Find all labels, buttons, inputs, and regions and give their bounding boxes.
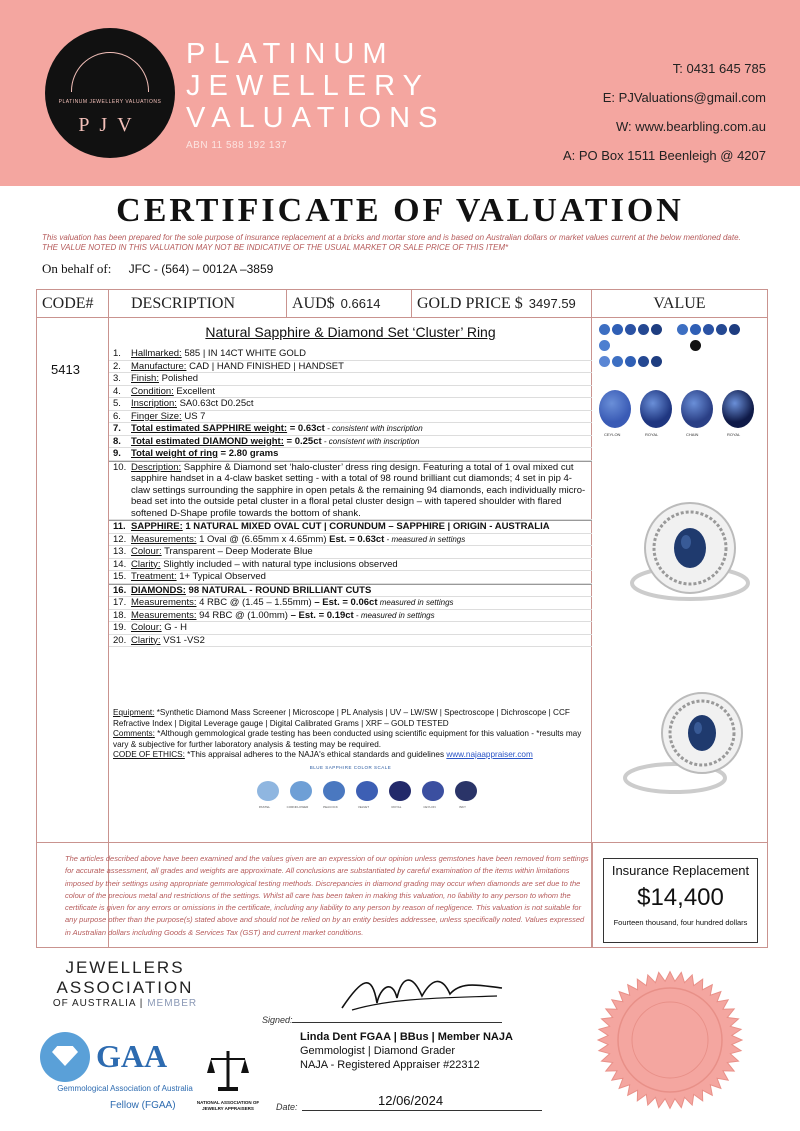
sapphire-chart-row-2 bbox=[599, 340, 701, 351]
item-number: 18. bbox=[113, 609, 127, 621]
item-row bbox=[109, 571, 592, 584]
item-label: Manufacture: bbox=[131, 360, 187, 372]
item-text bbox=[131, 436, 592, 448]
item-value: 4 RBC @ (1.45 – 1.55mm) bbox=[196, 597, 315, 608]
item-label: Description: bbox=[131, 461, 182, 473]
sapphire-chart-dot bbox=[716, 324, 727, 335]
ethics-label: CODE OF ETHICS: bbox=[113, 750, 185, 759]
item-value: G - H bbox=[161, 622, 187, 633]
logo-monogram: PJV bbox=[78, 114, 142, 136]
item-row bbox=[109, 520, 592, 534]
signer-block bbox=[300, 1030, 513, 1072]
website: W: www.bearbling.com.au bbox=[615, 119, 766, 134]
item-value: = 0.25ct bbox=[283, 435, 322, 447]
insurance-cell bbox=[592, 842, 767, 947]
item-text bbox=[131, 462, 592, 520]
color-swatch-label: CORNFLOWER bbox=[286, 805, 309, 809]
item-number: 16. bbox=[113, 584, 127, 596]
item-row bbox=[109, 461, 592, 521]
item-value: 98 NATURAL - ROUND BRILLIANT CUTS bbox=[185, 584, 372, 596]
insurance-label: Insurance Replacement bbox=[611, 863, 750, 878]
item-text bbox=[131, 423, 592, 435]
item-text bbox=[131, 622, 592, 634]
item-row bbox=[109, 534, 592, 547]
item-row bbox=[109, 610, 592, 623]
jaa-country: OF AUSTRALIA bbox=[52, 998, 137, 1009]
item-row bbox=[109, 348, 592, 361]
item-note: - measured in settings bbox=[353, 610, 435, 620]
item-row bbox=[109, 622, 592, 635]
item-label: Total estimated DIAMOND weight: bbox=[131, 435, 284, 447]
item-text bbox=[131, 411, 592, 423]
item-text bbox=[131, 361, 592, 373]
item-code: 5413 bbox=[51, 362, 80, 377]
sapphire-comparison-gem bbox=[681, 390, 713, 428]
item-value: CAD | HAND FINISHED | HANDSET bbox=[186, 360, 344, 372]
item-text bbox=[131, 571, 592, 583]
jaa-logo bbox=[40, 958, 210, 1009]
item-number: 9. bbox=[113, 448, 121, 459]
abn: ABN 11 588 192 137 bbox=[186, 140, 288, 151]
item-label: Measurements: bbox=[131, 533, 197, 545]
color-swatch-label: ROYAL bbox=[391, 805, 402, 809]
sapphire-chart-dot bbox=[612, 340, 623, 351]
sapphire-chart-dot bbox=[664, 340, 675, 351]
item-row bbox=[109, 423, 592, 436]
brand-line-1: PLATINUM bbox=[186, 38, 395, 70]
brand-line-2: JEWELLERY bbox=[186, 70, 430, 102]
gaa-text: GAA bbox=[96, 1038, 168, 1074]
item-label: Clarity: bbox=[131, 634, 161, 646]
certificate-title: CERTIFICATE OF VALUATION bbox=[116, 192, 684, 229]
item-estimate: – Est. = 0.06ct bbox=[314, 597, 378, 608]
aud-value: 0.6614 bbox=[340, 296, 381, 311]
color-scale-stones bbox=[257, 781, 477, 801]
item-number: 19. bbox=[113, 622, 127, 633]
item-row bbox=[109, 635, 592, 648]
on-behalf-of bbox=[42, 261, 273, 277]
sapphire-chart-dot bbox=[625, 324, 636, 335]
item-text bbox=[131, 348, 592, 360]
gem-label: ROYAL bbox=[727, 432, 741, 437]
scales-icon bbox=[203, 1045, 253, 1095]
footnote-text: The articles described above have been examined and the values given are an expression of our opinion unless gemstones have been removed from settings for accurate assessment, all grades and weights are approximate. All conclusions are substantiated by careful examination of the items within limitations imposed by their settings using appropriate gemmological testing methods. Discrepancies in diamond grading may occur when diamonds are set due to the colour of the precious metal and restrictions of the settings. Whilst all care has been taken in making this valuation, no liability to any person to whom the certificate is given for any errors or omissions in the certificate, including any liability to any person by reason of negligence. This valuation is not suitable for any purpose other than the purpose(s) stated above and should not be relied on by an entity besides addressee, unless specifically noted. Values expressed in Australian dollars including Goods & Services Tax (GST) and current market conditions. bbox=[65, 854, 589, 937]
description-header: DESCRIPTION bbox=[109, 290, 287, 318]
gaa-fellow: Fellow (FGAA) bbox=[110, 1100, 176, 1111]
item-text bbox=[131, 521, 592, 533]
item-note: - consistent with inscription bbox=[324, 424, 423, 433]
item-label: Colour: bbox=[131, 546, 162, 557]
gem-label: CHAIN bbox=[686, 432, 699, 437]
item-label: Treatment: bbox=[131, 571, 177, 582]
date-line bbox=[302, 1110, 542, 1111]
item-value: 1+ Typical Observed bbox=[176, 571, 266, 582]
item-value: 1 Oval @ (6.65mm x 4.65mm) bbox=[196, 533, 330, 545]
color-scale-caption: BLUE SAPPHIRE COLOR SCALE bbox=[309, 765, 392, 770]
sapphire-chart-dot bbox=[599, 324, 610, 335]
item-text bbox=[131, 534, 592, 546]
sapphire-chart-dot bbox=[729, 324, 740, 335]
sapphire-chart-dot bbox=[690, 324, 701, 335]
code-column bbox=[37, 318, 109, 842]
jaa-line-3: OF AUSTRALIA | MEMBER bbox=[52, 998, 198, 1009]
item-text bbox=[131, 398, 592, 410]
naja-logo bbox=[188, 1045, 268, 1112]
item-value: Transparent – Deep Moderate Blue bbox=[161, 546, 313, 557]
item-number: 11. bbox=[113, 521, 126, 532]
item-row bbox=[109, 559, 592, 572]
color-swatch-label: INKY bbox=[458, 805, 466, 809]
item-number: 17. bbox=[113, 597, 127, 608]
item-row bbox=[109, 448, 592, 461]
item-text bbox=[131, 386, 592, 398]
item-number: 2. bbox=[113, 360, 121, 372]
sapphire-chart-dot bbox=[638, 324, 649, 335]
item-label: Total weight of ring bbox=[131, 448, 218, 459]
sapphire-comparison-gem bbox=[599, 390, 631, 428]
gaa-diamond-icon bbox=[40, 1032, 90, 1082]
item-row bbox=[109, 373, 592, 386]
pjv-logo bbox=[45, 28, 175, 158]
sapphire-chart-dot bbox=[638, 340, 649, 351]
sapphire-chart-dot bbox=[651, 356, 662, 367]
behalf-reference: JFC - (564) – 0012A –3859 bbox=[128, 262, 274, 276]
brand-line-3: VALUATIONS bbox=[186, 102, 446, 134]
sapphire-chart-dot bbox=[638, 356, 649, 367]
signer-registration: NAJA - Registered Appraiser #22312 bbox=[300, 1059, 480, 1071]
item-list bbox=[109, 348, 592, 647]
item-row bbox=[109, 584, 592, 598]
color-scale-labels bbox=[249, 805, 478, 809]
color-swatch-gem bbox=[455, 781, 477, 801]
item-value: Sapphire & Diamond set ‘halo-cluster’ dress ring design. Featuring a total of 1 oval mixed cut sapphire handset in a 4-claw basket setting - with a total of 98 round brilliant cut diamonds; 4 set in pip 4-claw settings surrounding the sapphire in open petals & the remaining 94 diamonds, each individually micro-bead set into the outside petal cluster in a floral petal cluster design – with tapered shoulder with flared softened D-Shape profile towards the bottom of shank. bbox=[131, 461, 586, 519]
sapphire-chart-row-1 bbox=[599, 324, 740, 335]
item-value: = 2.80 grams bbox=[217, 448, 279, 459]
item-value: Slightly included – with natural type inclusions observed bbox=[160, 558, 398, 570]
comments-line bbox=[113, 729, 588, 750]
color-swatch-label: CEYLON bbox=[423, 805, 436, 809]
sapphire-comparison-gem bbox=[640, 390, 672, 428]
sapphire-chart-row-3 bbox=[599, 356, 662, 367]
item-value: Polished bbox=[158, 373, 199, 384]
item-value: = 0.63ct bbox=[287, 423, 325, 434]
gaa-subtitle: Gemmological Association of Australia bbox=[57, 1084, 193, 1093]
disclaimer-line-2: THE VALUE NOTED IN THIS VALUATION MAY NOT BE INDICATIVE OF THE USUAL MARKET OR SALE PRICE OF THIS ITEM* bbox=[42, 243, 509, 252]
item-number: 14. bbox=[113, 558, 127, 570]
ethics-line bbox=[113, 750, 588, 761]
equipment-block bbox=[109, 708, 592, 761]
item-label: Finger Size: bbox=[131, 410, 182, 422]
item-value: Excellent bbox=[173, 385, 215, 397]
gem-label: ROYAL bbox=[645, 432, 659, 437]
color-swatch-gem bbox=[389, 781, 411, 801]
item-row bbox=[109, 546, 592, 559]
item-label: Clarity: bbox=[131, 558, 161, 570]
aud-label: AUD$ bbox=[292, 295, 335, 312]
equipment-line bbox=[113, 708, 588, 729]
signer-name: Linda Dent FGAA | BBus | Member NAJA bbox=[300, 1031, 513, 1043]
sapphire-chart-dot bbox=[690, 340, 701, 351]
color-swatch-gem bbox=[290, 781, 312, 801]
sapphire-chart-dot bbox=[612, 356, 623, 367]
item-value: SA0.63ct D0.25ct bbox=[176, 398, 254, 409]
value-header: VALUE bbox=[592, 290, 767, 318]
item-number: 12. bbox=[113, 533, 127, 545]
item-row bbox=[109, 361, 592, 374]
item-text bbox=[131, 610, 592, 622]
footnote-cell bbox=[65, 842, 592, 947]
code-header: CODE# bbox=[37, 290, 109, 318]
sapphire-chart-dot bbox=[677, 340, 688, 351]
item-label: Condition: bbox=[131, 385, 174, 397]
gold-label: GOLD PRICE $ bbox=[417, 295, 523, 312]
signature-image bbox=[332, 968, 512, 1018]
item-note: - consistent with inscription bbox=[321, 436, 420, 446]
sapphire-chart-dot bbox=[651, 340, 662, 351]
item-text bbox=[131, 585, 592, 597]
item-estimate: – Est. = 0.19ct bbox=[290, 609, 354, 621]
item-text bbox=[131, 635, 592, 647]
item-row bbox=[109, 386, 592, 399]
behalf-label: On behalf of: bbox=[42, 261, 112, 276]
item-number: 20. bbox=[113, 634, 127, 646]
item-number: 15. bbox=[113, 571, 127, 582]
logo-arc bbox=[71, 52, 149, 92]
item-number: 4. bbox=[113, 385, 121, 397]
date-value: 12/06/2024 bbox=[378, 1093, 444, 1108]
disclaimer bbox=[42, 233, 772, 253]
item-number: 5. bbox=[113, 398, 121, 409]
jaa-line-1: JEWELLERS bbox=[65, 958, 185, 977]
item-row bbox=[109, 398, 592, 411]
gold-price-header bbox=[412, 290, 592, 318]
item-number: 1. bbox=[113, 348, 121, 359]
item-title: Natural Sapphire & Diamond Set ‘Cluster’ Ring bbox=[205, 324, 496, 340]
item-text bbox=[131, 546, 592, 558]
item-label: DIAMONDS: bbox=[131, 584, 186, 596]
address: A: PO Box 1511 Beenleigh @ 4207 bbox=[562, 148, 766, 163]
company-seal bbox=[565, 960, 775, 1120]
sapphire-chart-dot bbox=[664, 324, 675, 335]
sapphire-chart-dot bbox=[599, 340, 610, 351]
naja-link[interactable]: www.najaappraiser.com bbox=[446, 750, 533, 759]
item-label: Measurements: bbox=[131, 609, 197, 621]
color-swatch-gem bbox=[356, 781, 378, 801]
comments-text: *Although gemmological grade testing has been conducted using scientific equipment for this valuation - *results may vary & subjective for further laboratory analysis & testing may be required. bbox=[113, 729, 582, 749]
sapphire-chart-dot bbox=[625, 356, 636, 367]
item-label: Colour: bbox=[131, 622, 162, 633]
equipment-text: *Synthetic Diamond Mass Screener | Microscope | PL Analysis | UV – LW/SW | Spectroscope | Dichroscope | CCF Refractive Index | Digital Leverage gauge | Digital Calibrated Grams | XRF – GOLD TESTED bbox=[113, 708, 570, 728]
item-value: 585 | IN 14CT WHITE GOLD bbox=[181, 348, 306, 359]
item-row bbox=[109, 411, 592, 424]
item-number: 13. bbox=[113, 546, 127, 557]
item-number: 7. bbox=[113, 423, 121, 434]
item-row bbox=[109, 436, 592, 449]
color-swatch-gem bbox=[422, 781, 444, 801]
item-label: SAPPHIRE: bbox=[131, 521, 183, 532]
gem-label: CEYLON bbox=[604, 432, 621, 437]
gold-value: 3497.59 bbox=[528, 296, 576, 311]
item-value: 1 NATURAL MIXED OVAL CUT | CORUNDUM – SAPPHIRE | ORIGIN - AUSTRALIA bbox=[182, 521, 550, 532]
value-column bbox=[592, 318, 767, 842]
insurance-box bbox=[603, 858, 758, 943]
item-text bbox=[131, 559, 592, 571]
letterhead bbox=[0, 0, 800, 186]
color-swatch-gem bbox=[323, 781, 345, 801]
item-value: VS1 -VS2 bbox=[160, 634, 205, 646]
sapphire-chart-dot bbox=[612, 324, 623, 335]
item-number: 10. bbox=[113, 461, 127, 473]
item-number: 3. bbox=[113, 373, 121, 384]
ring-photo-1 bbox=[620, 488, 760, 628]
logo-ring-text: PLATINUM JEWELLERY VALUATIONS bbox=[58, 99, 162, 105]
item-label: Finish: bbox=[131, 373, 159, 384]
item-number: 8. bbox=[113, 435, 121, 447]
brand-name bbox=[186, 38, 445, 134]
item-estimate: Est. = 0.63ct bbox=[329, 533, 385, 545]
date-label: Date: bbox=[276, 1102, 298, 1112]
color-swatch-gem bbox=[257, 781, 279, 801]
disclaimer-line-1: This valuation has been prepared for the sole purpose of insurance replacement at a bricks and mortar store and is based on Australian dollars or market values current at the below mentioned date. bbox=[42, 233, 741, 242]
equipment-label: Equipment: bbox=[113, 708, 155, 717]
item-note: - measured in settings bbox=[384, 534, 466, 544]
contact-block bbox=[563, 54, 766, 170]
signature-line bbox=[292, 1022, 502, 1023]
ethics-text: *This appraisal adheres to the NAJA's ethical standards and guidelines bbox=[184, 750, 447, 759]
email: E: PJValuations@gmail.com bbox=[602, 90, 766, 105]
description-column bbox=[109, 318, 592, 842]
sapphire-chart-dot bbox=[599, 356, 610, 367]
item-number: 6. bbox=[113, 410, 121, 422]
ring-photo-2 bbox=[620, 678, 760, 818]
signer-title: Gemmologist | Diamond Grader bbox=[300, 1045, 456, 1057]
item-text bbox=[131, 448, 592, 460]
jaa-member: MEMBER bbox=[147, 998, 198, 1009]
item-value: 94 RBC @ (1.00mm) bbox=[196, 609, 291, 621]
sapphire-chart-dot bbox=[677, 324, 688, 335]
insurance-words: Fourteen thousand, four hundred dollars bbox=[613, 918, 748, 927]
item-label: Inscription: bbox=[131, 398, 177, 409]
sapphire-chart-dot bbox=[625, 340, 636, 351]
color-swatch-label: VELVET bbox=[357, 805, 370, 809]
color-swatch-label: PASTEL bbox=[258, 805, 271, 809]
phone: T: 0431 645 785 bbox=[672, 61, 766, 76]
aud-header bbox=[287, 290, 412, 318]
valuation-table bbox=[36, 289, 768, 948]
item-label: Measurements: bbox=[131, 597, 197, 608]
item-note: measured in settings bbox=[377, 598, 454, 607]
insurance-value: $14,400 bbox=[637, 884, 724, 911]
item-row bbox=[109, 597, 592, 610]
item-label: Hallmarked: bbox=[131, 348, 182, 359]
sapphire-chart-dot bbox=[651, 324, 662, 335]
item-text bbox=[131, 373, 592, 385]
item-text bbox=[131, 597, 592, 609]
naja-text: NATIONAL ASSOCIATION OF JEWELRY APPRAISERS bbox=[196, 1100, 260, 1111]
color-swatch-label: PEACOCK bbox=[323, 805, 338, 809]
comments-label: Comments: bbox=[113, 729, 155, 738]
item-value: US 7 bbox=[181, 410, 206, 422]
color-scale bbox=[109, 765, 592, 809]
item-label: Total estimated SAPPHIRE weight: bbox=[131, 423, 288, 434]
jaa-line-2: ASSOCIATION bbox=[56, 978, 194, 997]
signed-label: Signed: bbox=[262, 1015, 293, 1025]
sapphire-chart-dot bbox=[703, 324, 714, 335]
sapphire-comparison-gem bbox=[722, 390, 754, 428]
